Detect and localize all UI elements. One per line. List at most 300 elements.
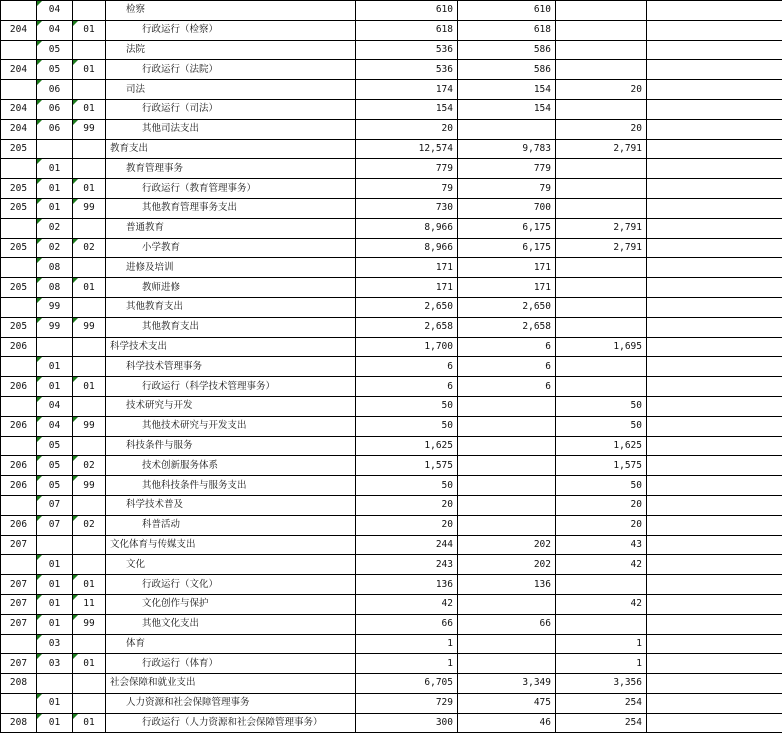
- subject-name-cell[interactable]: 文化创作与保护: [106, 594, 356, 614]
- project-expenditure-cell[interactable]: [556, 297, 647, 317]
- section-code-cell[interactable]: 06: [37, 119, 73, 139]
- basic-expenditure-cell[interactable]: 9,783: [458, 139, 556, 159]
- section-code-cell[interactable]: 07: [37, 495, 73, 515]
- subject-name-cell[interactable]: 社会保障和就业支出: [106, 674, 356, 694]
- item-code-cell[interactable]: 01: [73, 713, 106, 733]
- category-code-cell[interactable]: 206: [1, 476, 37, 496]
- empty-cell[interactable]: [647, 60, 782, 80]
- subject-name-cell[interactable]: 小学教育: [106, 238, 356, 258]
- section-code-cell[interactable]: 01: [37, 357, 73, 377]
- total-amount-cell[interactable]: 174: [356, 80, 458, 100]
- basic-expenditure-cell[interactable]: [458, 515, 556, 535]
- subject-name-cell[interactable]: 行政运行（法院）: [106, 60, 356, 80]
- category-code-cell[interactable]: [1, 297, 37, 317]
- category-code-cell[interactable]: [1, 495, 37, 515]
- item-code-cell[interactable]: [73, 337, 106, 357]
- total-amount-cell[interactable]: 2,658: [356, 317, 458, 337]
- project-expenditure-cell[interactable]: 20: [556, 119, 647, 139]
- basic-expenditure-cell[interactable]: [458, 495, 556, 515]
- category-code-cell[interactable]: 205: [1, 198, 37, 218]
- empty-cell[interactable]: [647, 535, 782, 555]
- project-expenditure-cell[interactable]: 1,575: [556, 456, 647, 476]
- subject-name-cell[interactable]: 教育管理事务: [106, 159, 356, 179]
- category-code-cell[interactable]: 207: [1, 594, 37, 614]
- item-code-cell[interactable]: 02: [73, 456, 106, 476]
- empty-cell[interactable]: [647, 258, 782, 278]
- project-expenditure-cell[interactable]: 3,356: [556, 674, 647, 694]
- total-amount-cell[interactable]: 20: [356, 515, 458, 535]
- category-code-cell[interactable]: 204: [1, 60, 37, 80]
- item-code-cell[interactable]: 99: [73, 476, 106, 496]
- subject-name-cell[interactable]: 其他教育管理事务支出: [106, 198, 356, 218]
- total-amount-cell[interactable]: 42: [356, 594, 458, 614]
- item-code-cell[interactable]: [73, 80, 106, 100]
- item-code-cell[interactable]: [73, 139, 106, 159]
- basic-expenditure-cell[interactable]: 610: [458, 1, 556, 21]
- empty-cell[interactable]: [647, 416, 782, 436]
- project-expenditure-cell[interactable]: [556, 20, 647, 40]
- empty-cell[interactable]: [647, 495, 782, 515]
- project-expenditure-cell[interactable]: 1,625: [556, 436, 647, 456]
- section-code-cell[interactable]: 04: [37, 396, 73, 416]
- section-code-cell[interactable]: 05: [37, 436, 73, 456]
- section-code-cell[interactable]: [37, 674, 73, 694]
- total-amount-cell[interactable]: 1: [356, 634, 458, 654]
- category-code-cell[interactable]: [1, 40, 37, 60]
- category-code-cell[interactable]: 205: [1, 317, 37, 337]
- section-code-cell[interactable]: 04: [37, 1, 73, 21]
- subject-name-cell[interactable]: 行政运行（人力资源和社会保障管理事务）: [106, 713, 356, 733]
- project-expenditure-cell[interactable]: 2,791: [556, 139, 647, 159]
- item-code-cell[interactable]: 02: [73, 238, 106, 258]
- subject-name-cell[interactable]: 科技条件与服务: [106, 436, 356, 456]
- section-code-cell[interactable]: 99: [37, 297, 73, 317]
- total-amount-cell[interactable]: 12,574: [356, 139, 458, 159]
- empty-cell[interactable]: [647, 555, 782, 575]
- section-code-cell[interactable]: 06: [37, 80, 73, 100]
- section-code-cell[interactable]: 08: [37, 278, 73, 298]
- empty-cell[interactable]: [647, 476, 782, 496]
- total-amount-cell[interactable]: 1,625: [356, 436, 458, 456]
- project-expenditure-cell[interactable]: [556, 198, 647, 218]
- category-code-cell[interactable]: [1, 693, 37, 713]
- basic-expenditure-cell[interactable]: 202: [458, 555, 556, 575]
- empty-cell[interactable]: [647, 20, 782, 40]
- basic-expenditure-cell[interactable]: 475: [458, 693, 556, 713]
- basic-expenditure-cell[interactable]: [458, 436, 556, 456]
- empty-cell[interactable]: [647, 238, 782, 258]
- project-expenditure-cell[interactable]: 43: [556, 535, 647, 555]
- section-code-cell[interactable]: 02: [37, 238, 73, 258]
- basic-expenditure-cell[interactable]: 6: [458, 357, 556, 377]
- empty-cell[interactable]: [647, 139, 782, 159]
- category-code-cell[interactable]: [1, 634, 37, 654]
- item-code-cell[interactable]: [73, 535, 106, 555]
- subject-name-cell[interactable]: 检察: [106, 1, 356, 21]
- section-code-cell[interactable]: 99: [37, 317, 73, 337]
- project-expenditure-cell[interactable]: 2,791: [556, 238, 647, 258]
- project-expenditure-cell[interactable]: 2,791: [556, 218, 647, 238]
- item-code-cell[interactable]: [73, 693, 106, 713]
- basic-expenditure-cell[interactable]: 3,349: [458, 674, 556, 694]
- empty-cell[interactable]: [647, 337, 782, 357]
- project-expenditure-cell[interactable]: 1: [556, 654, 647, 674]
- total-amount-cell[interactable]: 171: [356, 258, 458, 278]
- empty-cell[interactable]: [647, 634, 782, 654]
- item-code-cell[interactable]: [73, 634, 106, 654]
- category-code-cell[interactable]: 205: [1, 139, 37, 159]
- item-code-cell[interactable]: 02: [73, 515, 106, 535]
- basic-expenditure-cell[interactable]: 586: [458, 60, 556, 80]
- section-code-cell[interactable]: [37, 535, 73, 555]
- project-expenditure-cell[interactable]: [556, 60, 647, 80]
- basic-expenditure-cell[interactable]: 6: [458, 377, 556, 397]
- total-amount-cell[interactable]: 6,705: [356, 674, 458, 694]
- category-code-cell[interactable]: 207: [1, 614, 37, 634]
- basic-expenditure-cell[interactable]: [458, 456, 556, 476]
- project-expenditure-cell[interactable]: [556, 317, 647, 337]
- item-code-cell[interactable]: 01: [73, 60, 106, 80]
- subject-name-cell[interactable]: 科学技术普及: [106, 495, 356, 515]
- basic-expenditure-cell[interactable]: 136: [458, 575, 556, 595]
- subject-name-cell[interactable]: 科学技术支出: [106, 337, 356, 357]
- item-code-cell[interactable]: [73, 674, 106, 694]
- item-code-cell[interactable]: [73, 40, 106, 60]
- category-code-cell[interactable]: [1, 357, 37, 377]
- project-expenditure-cell[interactable]: [556, 159, 647, 179]
- empty-cell[interactable]: [647, 119, 782, 139]
- section-code-cell[interactable]: 01: [37, 377, 73, 397]
- total-amount-cell[interactable]: 6: [356, 357, 458, 377]
- category-code-cell[interactable]: [1, 218, 37, 238]
- section-code-cell[interactable]: 07: [37, 515, 73, 535]
- project-expenditure-cell[interactable]: 1: [556, 634, 647, 654]
- empty-cell[interactable]: [647, 99, 782, 119]
- total-amount-cell[interactable]: 779: [356, 159, 458, 179]
- basic-expenditure-cell[interactable]: 6,175: [458, 218, 556, 238]
- total-amount-cell[interactable]: 729: [356, 693, 458, 713]
- category-code-cell[interactable]: 206: [1, 337, 37, 357]
- project-expenditure-cell[interactable]: [556, 357, 647, 377]
- category-code-cell[interactable]: [1, 396, 37, 416]
- item-code-cell[interactable]: [73, 436, 106, 456]
- category-code-cell[interactable]: 205: [1, 278, 37, 298]
- item-code-cell[interactable]: 01: [73, 654, 106, 674]
- basic-expenditure-cell[interactable]: 202: [458, 535, 556, 555]
- project-expenditure-cell[interactable]: [556, 377, 647, 397]
- subject-name-cell[interactable]: 行政运行（检察）: [106, 20, 356, 40]
- subject-name-cell[interactable]: 文化: [106, 555, 356, 575]
- section-code-cell[interactable]: [37, 337, 73, 357]
- item-code-cell[interactable]: 01: [73, 377, 106, 397]
- category-code-cell[interactable]: 206: [1, 416, 37, 436]
- section-code-cell[interactable]: 05: [37, 456, 73, 476]
- item-code-cell[interactable]: 99: [73, 614, 106, 634]
- empty-cell[interactable]: [647, 218, 782, 238]
- project-expenditure-cell[interactable]: [556, 258, 647, 278]
- category-code-cell[interactable]: [1, 1, 37, 21]
- subject-name-cell[interactable]: 行政运行（教育管理事务）: [106, 179, 356, 199]
- total-amount-cell[interactable]: 50: [356, 416, 458, 436]
- item-code-cell[interactable]: 01: [73, 278, 106, 298]
- item-code-cell[interactable]: 99: [73, 119, 106, 139]
- section-code-cell[interactable]: 05: [37, 476, 73, 496]
- category-code-cell[interactable]: 204: [1, 119, 37, 139]
- total-amount-cell[interactable]: 610: [356, 1, 458, 21]
- category-code-cell[interactable]: [1, 80, 37, 100]
- total-amount-cell[interactable]: 20: [356, 119, 458, 139]
- subject-name-cell[interactable]: 司法: [106, 80, 356, 100]
- basic-expenditure-cell[interactable]: 171: [458, 278, 556, 298]
- basic-expenditure-cell[interactable]: [458, 119, 556, 139]
- total-amount-cell[interactable]: 1: [356, 654, 458, 674]
- total-amount-cell[interactable]: 1,575: [356, 456, 458, 476]
- subject-name-cell[interactable]: 其他教育支出: [106, 317, 356, 337]
- category-code-cell[interactable]: 204: [1, 99, 37, 119]
- section-code-cell[interactable]: 01: [37, 614, 73, 634]
- basic-expenditure-cell[interactable]: 2,658: [458, 317, 556, 337]
- basic-expenditure-cell[interactable]: 79: [458, 179, 556, 199]
- table-row: [1, 535, 782, 555]
- basic-expenditure-cell[interactable]: [458, 634, 556, 654]
- basic-expenditure-cell[interactable]: 700: [458, 198, 556, 218]
- table-body: [1, 1, 782, 733]
- total-amount-cell[interactable]: 79: [356, 179, 458, 199]
- empty-cell[interactable]: [647, 80, 782, 100]
- section-code-cell[interactable]: 05: [37, 60, 73, 80]
- project-expenditure-cell[interactable]: 42: [556, 594, 647, 614]
- total-amount-cell[interactable]: 536: [356, 40, 458, 60]
- category-code-cell[interactable]: 205: [1, 238, 37, 258]
- basic-expenditure-cell[interactable]: 2,650: [458, 297, 556, 317]
- project-expenditure-cell[interactable]: 20: [556, 80, 647, 100]
- empty-cell[interactable]: [647, 396, 782, 416]
- total-amount-cell[interactable]: 136: [356, 575, 458, 595]
- subject-name-cell[interactable]: 教师进修: [106, 278, 356, 298]
- item-code-cell[interactable]: [73, 1, 106, 21]
- empty-cell[interactable]: [647, 456, 782, 476]
- subject-name-cell[interactable]: 人力资源和社会保障管理事务: [106, 693, 356, 713]
- empty-cell[interactable]: [647, 693, 782, 713]
- basic-expenditure-cell[interactable]: 6: [458, 337, 556, 357]
- total-amount-cell[interactable]: 66: [356, 614, 458, 634]
- project-expenditure-cell[interactable]: 254: [556, 693, 647, 713]
- subject-name-cell[interactable]: 行政运行（文化）: [106, 575, 356, 595]
- subject-name-cell[interactable]: 教育支出: [106, 139, 356, 159]
- total-amount-cell[interactable]: 8,966: [356, 218, 458, 238]
- item-code-cell[interactable]: [73, 297, 106, 317]
- subject-name-cell[interactable]: 行政运行（体育）: [106, 654, 356, 674]
- category-code-cell[interactable]: [1, 258, 37, 278]
- basic-expenditure-cell[interactable]: 154: [458, 80, 556, 100]
- total-amount-cell[interactable]: 50: [356, 476, 458, 496]
- section-code-cell[interactable]: 01: [37, 693, 73, 713]
- subject-name-cell[interactable]: 科学技术管理事务: [106, 357, 356, 377]
- subject-name-cell[interactable]: 行政运行（司法）: [106, 99, 356, 119]
- category-code-cell[interactable]: 206: [1, 456, 37, 476]
- subject-name-cell[interactable]: 其他技术研究与开发支出: [106, 416, 356, 436]
- section-code-cell[interactable]: 01: [37, 713, 73, 733]
- basic-expenditure-cell[interactable]: [458, 416, 556, 436]
- item-code-cell[interactable]: [73, 258, 106, 278]
- subject-name-cell[interactable]: 行政运行（科学技术管理事务）: [106, 377, 356, 397]
- empty-cell[interactable]: [647, 575, 782, 595]
- empty-cell[interactable]: [647, 1, 782, 21]
- empty-cell[interactable]: [647, 377, 782, 397]
- empty-cell[interactable]: [647, 357, 782, 377]
- item-code-cell[interactable]: 01: [73, 20, 106, 40]
- total-amount-cell[interactable]: 536: [356, 60, 458, 80]
- basic-expenditure-cell[interactable]: [458, 476, 556, 496]
- project-expenditure-cell[interactable]: 50: [556, 396, 647, 416]
- empty-cell[interactable]: [647, 713, 782, 733]
- empty-cell[interactable]: [647, 159, 782, 179]
- empty-cell[interactable]: [647, 278, 782, 298]
- project-expenditure-cell[interactable]: [556, 179, 647, 199]
- category-code-cell[interactable]: 204: [1, 20, 37, 40]
- section-code-cell[interactable]: 02: [37, 218, 73, 238]
- empty-cell[interactable]: [647, 594, 782, 614]
- section-code-cell[interactable]: 08: [37, 258, 73, 278]
- section-code-cell[interactable]: 04: [37, 20, 73, 40]
- basic-expenditure-cell[interactable]: 779: [458, 159, 556, 179]
- category-code-cell[interactable]: [1, 436, 37, 456]
- project-expenditure-cell[interactable]: [556, 40, 647, 60]
- basic-expenditure-cell[interactable]: 66: [458, 614, 556, 634]
- total-amount-cell[interactable]: 2,650: [356, 297, 458, 317]
- item-code-cell[interactable]: [73, 555, 106, 575]
- subject-name-cell[interactable]: 法院: [106, 40, 356, 60]
- total-amount-cell[interactable]: 171: [356, 278, 458, 298]
- section-code-cell[interactable]: 03: [37, 634, 73, 654]
- subject-name-cell[interactable]: 普通教育: [106, 218, 356, 238]
- project-expenditure-cell[interactable]: 50: [556, 416, 647, 436]
- item-code-cell[interactable]: [73, 218, 106, 238]
- table-row: [1, 594, 782, 614]
- category-code-cell[interactable]: 206: [1, 515, 37, 535]
- section-code-cell[interactable]: 01: [37, 575, 73, 595]
- category-code-cell[interactable]: 206: [1, 377, 37, 397]
- item-code-cell[interactable]: 99: [73, 198, 106, 218]
- empty-cell[interactable]: [647, 614, 782, 634]
- subject-name-cell[interactable]: 其他文化支出: [106, 614, 356, 634]
- project-expenditure-cell[interactable]: 42: [556, 555, 647, 575]
- empty-cell[interactable]: [647, 297, 782, 317]
- category-code-cell[interactable]: 207: [1, 535, 37, 555]
- empty-cell[interactable]: [647, 179, 782, 199]
- section-code-cell[interactable]: 06: [37, 99, 73, 119]
- empty-cell[interactable]: [647, 198, 782, 218]
- total-amount-cell[interactable]: 6: [356, 377, 458, 397]
- basic-expenditure-cell[interactable]: [458, 396, 556, 416]
- subject-name-cell[interactable]: 其他司法支出: [106, 119, 356, 139]
- total-amount-cell[interactable]: 300: [356, 713, 458, 733]
- item-code-cell[interactable]: [73, 357, 106, 377]
- subject-name-cell[interactable]: 进修及培训: [106, 258, 356, 278]
- basic-expenditure-cell[interactable]: [458, 594, 556, 614]
- project-expenditure-cell[interactable]: 20: [556, 495, 647, 515]
- category-code-cell[interactable]: 208: [1, 674, 37, 694]
- basic-expenditure-cell[interactable]: 586: [458, 40, 556, 60]
- item-code-cell[interactable]: 11: [73, 594, 106, 614]
- project-expenditure-cell[interactable]: [556, 575, 647, 595]
- basic-expenditure-cell[interactable]: 618: [458, 20, 556, 40]
- empty-cell[interactable]: [647, 674, 782, 694]
- total-amount-cell[interactable]: 730: [356, 198, 458, 218]
- section-code-cell[interactable]: 01: [37, 179, 73, 199]
- total-amount-cell[interactable]: 50: [356, 396, 458, 416]
- section-code-cell[interactable]: 01: [37, 159, 73, 179]
- total-amount-cell[interactable]: 243: [356, 555, 458, 575]
- project-expenditure-cell[interactable]: [556, 614, 647, 634]
- empty-cell[interactable]: [647, 317, 782, 337]
- section-code-cell[interactable]: 04: [37, 416, 73, 436]
- section-code-cell[interactable]: 03: [37, 654, 73, 674]
- category-code-cell[interactable]: 207: [1, 654, 37, 674]
- section-code-cell[interactable]: 01: [37, 594, 73, 614]
- total-amount-cell[interactable]: 154: [356, 99, 458, 119]
- subject-name-cell[interactable]: 文化体育与传媒支出: [106, 535, 356, 555]
- category-code-cell[interactable]: 207: [1, 575, 37, 595]
- basic-expenditure-cell[interactable]: 6,175: [458, 238, 556, 258]
- item-code-cell[interactable]: 99: [73, 416, 106, 436]
- item-code-cell[interactable]: 01: [73, 179, 106, 199]
- section-code-cell[interactable]: [37, 139, 73, 159]
- section-code-cell[interactable]: 01: [37, 555, 73, 575]
- project-expenditure-cell[interactable]: [556, 278, 647, 298]
- subject-name-cell[interactable]: 其他教育支出: [106, 297, 356, 317]
- basic-expenditure-cell[interactable]: 46: [458, 713, 556, 733]
- empty-cell[interactable]: [647, 436, 782, 456]
- empty-cell[interactable]: [647, 515, 782, 535]
- total-amount-cell[interactable]: 1,700: [356, 337, 458, 357]
- project-expenditure-cell[interactable]: 1,695: [556, 337, 647, 357]
- item-code-cell[interactable]: [73, 495, 106, 515]
- project-expenditure-cell[interactable]: 20: [556, 515, 647, 535]
- item-code-cell[interactable]: [73, 396, 106, 416]
- project-expenditure-cell[interactable]: 254: [556, 713, 647, 733]
- subject-name-cell[interactable]: 科普活动: [106, 515, 356, 535]
- category-code-cell[interactable]: [1, 159, 37, 179]
- project-expenditure-cell[interactable]: 50: [556, 476, 647, 496]
- item-code-cell[interactable]: 01: [73, 99, 106, 119]
- section-code-cell[interactable]: 05: [37, 40, 73, 60]
- total-amount-cell[interactable]: 618: [356, 20, 458, 40]
- empty-cell[interactable]: [647, 654, 782, 674]
- item-code-cell[interactable]: [73, 159, 106, 179]
- basic-expenditure-cell[interactable]: 154: [458, 99, 556, 119]
- total-amount-cell[interactable]: 20: [356, 495, 458, 515]
- total-amount-cell[interactable]: 8,966: [356, 238, 458, 258]
- item-code-cell[interactable]: 99: [73, 317, 106, 337]
- basic-expenditure-cell[interactable]: [458, 654, 556, 674]
- table-row: [1, 139, 782, 159]
- section-code-cell[interactable]: 01: [37, 198, 73, 218]
- category-code-cell[interactable]: 208: [1, 713, 37, 733]
- basic-expenditure-cell[interactable]: 171: [458, 258, 556, 278]
- total-amount-cell[interactable]: 244: [356, 535, 458, 555]
- item-code-cell[interactable]: 01: [73, 575, 106, 595]
- category-code-cell[interactable]: [1, 555, 37, 575]
- project-expenditure-cell[interactable]: [556, 1, 647, 21]
- empty-cell[interactable]: [647, 40, 782, 60]
- subject-name-cell[interactable]: 技术创新服务体系: [106, 456, 356, 476]
- category-code-cell[interactable]: 205: [1, 179, 37, 199]
- project-expenditure-cell[interactable]: [556, 99, 647, 119]
- subject-name-cell[interactable]: 技术研究与开发: [106, 396, 356, 416]
- subject-name-cell[interactable]: 体育: [106, 634, 356, 654]
- subject-name-cell[interactable]: 其他科技条件与服务支出: [106, 476, 356, 496]
